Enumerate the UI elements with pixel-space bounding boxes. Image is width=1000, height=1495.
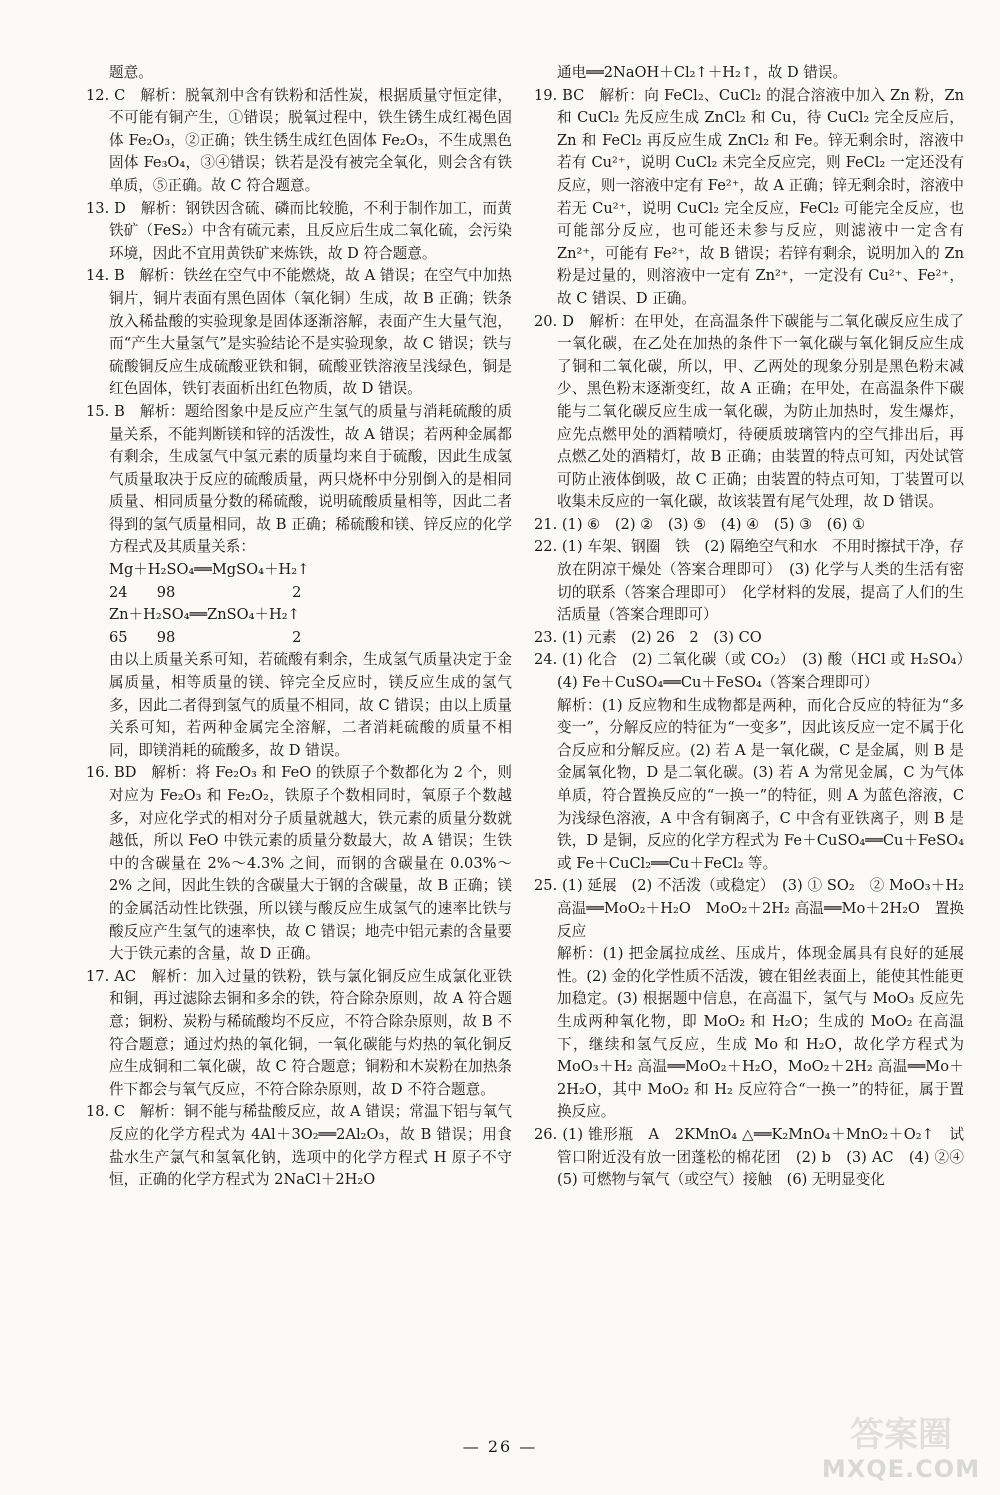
answer-paragraph: Mg＋H₂SO₄══MgSO₄＋H₂↑ 24 98 2 Zn＋H₂SO₄══ZnSO₄＋H₂↑ 65 98 2	[109, 561, 310, 646]
answer-paragraph: 21. (1) ⑥ (2) ② (3) ⑤ (4) ④ (5) ③ (6) ①	[534, 515, 866, 533]
answer-paragraph: 23. (1) 元素 (2) 26 2 (3) CO	[534, 628, 762, 646]
answer-paragraph: 20. D 解析：在甲处，在高温条件下碳能与二氧化碳反应生成了一氧化碳，在乙处在加热的条件下一氧化碳与氧化铜反应生成了铜和二氧化碳，所以，甲、乙两处的现象分别是黑色粉末减少、黑色粉末逐渐变红，故 A 正确；在甲处，在高温条件下碳能与二氧化碳反应生成一氧化碳，为防止加热时，发生爆炸，应先点燃甲处的酒精喷灯，待硬质玻璃管内的空气排出后，再点燃乙处的酒精灯，故 B 正确；由装置的特点可知，丙处试管可防止液体倒吸，故 C 正确；由装置的特点可知，丁装置可以收集未反应的一氧化碳，故该装置有尾气处理，故 D 错误。	[534, 312, 964, 511]
answer-paragraph: 25. (1) 延展 (2) 不活泼（或稳定） (3) ① SO₂ ② MoO₃＋H₂ 高温══MoO₂＋H₂O MoO₂＋2H₂ 高温══Mo＋2H₂O 置换反应	[534, 877, 969, 940]
watermark-title: 答案圈	[850, 1415, 952, 1455]
answer-paragraph: 16. BD 解析：将 Fe₂O₃ 和 FeO 的铁原子个数都化为 2 个，则对应为 Fe₂O₃ 和 Fe₂O₂，铁原子个数相同时，氧原子个数越多，对应化学式的相对分子质量就越大，铁元素的质量分数就越低，所以 FeO 中铁元素的质量分数最大，故 A 错误；生铁中的含碳量在 2%～4.3% 之间，而钢的含碳量在 0.03%～2% 之间，因此生铁的含碳量大于钢的含碳量，故 B 正确；镁的金属活动性比铁强，所以镁与酸反应生成氢气的速率比铁与酸反应产生氢气的速率快，故 C 错误；地壳中铝元素的含量要大于铁元素的含量，故 D 正确。	[86, 764, 512, 963]
answer-paragraph: 12. C 解析：脱氧剂中含有铁粉和活性炭，根据质量守恒定律，不可能有铜产生，①错误；脱氧过程中，铁生锈生成红褐色固体 Fe₂O₃，②正确；铁生锈生成红色固体 Fe₂O₃，不生成黑色固体 Fe₃O₄，③④错误；铁若是没有被完全氧化，则会含有铁单质，⑤正确。故 C 符合题意。	[86, 86, 512, 194]
answer-paragraph: 22. (1) 车架、钢圈 铁 (2) 隔绝空气和水 不用时擦拭干净，存放在阴凉干燥处（答案合理即可） (3) 化学与人类的生活有密切的联系（答案合理即可） 化学材料的发展，提高了人们的生活质量（答案合理即可）	[534, 538, 964, 624]
answer-paragraph: 通电══2NaOH＋Cl₂↑＋H₂↑，故 D 错误。	[557, 64, 848, 81]
answer-paragraph: 题意。	[109, 64, 153, 81]
answer-paragraph: 26. (1) 锥形瓶 A 2KMnO₄ △══K₂MnO₄＋MnO₂＋O₂↑ 试管口附近没有放一团蓬松的棉花团 (2) b (3) AC (4) ②④ (5) 可燃物与氧气（或空气）接触 (6) 无明显变化	[534, 1125, 979, 1189]
answer-paragraph: 解析：(1) 反应物和生成物都是两种，而化合反应的特征为“多变一”，分解反应的特征为“一变多”，因此该反应一定不属于化合反应和分解反应。(2) 若 A 是一氧化碳，C 是金属，则 B 是金属氧化物，D 是二氧化碳。(3) 若 A 为常见金属，C 为气体单质，符合置换反应的“一换一”的特征，则 A 为蓝色溶液，C 为浅绿色溶液，A 中含有铜离子，C 中含有亚铁离子，则 B 是铁，D 是铜，反应的化学方程式为 Fe＋CuSO₄══Cu＋FeSO₄ 或 Fe＋CuCl₂══Cu＋FeCl₂ 等。	[557, 696, 969, 872]
answer-paragraph: 18. C 解析：铜不能与稀盐酸反应，故 A 错误；常温下铝与氧气反应的化学方程式为 4Al＋3O₂══2Al₂O₃，故 B 错误；用食盐水生产氯气和氢氧化钠，选项中的化学方程式 H 原子不守恒，正确的化学方程式为 2NaCl＋2H₂O	[86, 1103, 512, 1189]
page-number: — 26 —	[462, 1437, 538, 1456]
answer-paragraph: 15. B 解析：题给图象中是反应产生氢气的质量与消耗硫酸的质量关系，不能判断镁和锌的活泼性，故 A 错误；若两种金属都有剩余，生成氢气中氢元素的质量均来自于硫酸，因此生成氢气质量取决于反应的硫酸质量，两只烧杯中分别倒入的是相同质量、相同质量分数的稀硫酸，说明硫酸质量相等，因此二者得到的氢气质量相同，故 B 正确；稀硫酸和镁、锌反应的化学方程式及其质量关系：	[86, 402, 512, 556]
watermark-logo	[816, 1407, 986, 1485]
answer-paragraph: 13. D 解析：钢铁因含硫、磷而比较脆，不利于制作加工，而黄铁矿（FeS₂）中含有硫元素，且反应后生成二氧化硫，会污染环境，因此不宜用黄铁矿来炼铁，故 D 符合题意。	[86, 199, 512, 262]
answer-paragraph: 解析：(1) 把金属拉成丝、压成片，体现金属具有良好的延展性。(2) 金的化学性质不活泼，镀在钼丝表面上，能使其性能更加稳定。(3) 根据题中信息，在高温下，氢气与 MoO₃ 反应先生成两种氧化物，即 MoO₂ 和 H₂O；生成的 MoO₂ 在高温下，继续和氢气反应，生成 Mo 和 H₂O，故化学方程式为 MoO₃＋H₂ 高温══MoO₂＋H₂O，MoO₂＋2H₂ 高温══Mo＋2H₂O，其中 MoO₂ 和 H₂ 反应符合“一换一”的特征，属于置换反应。	[557, 945, 969, 1121]
watermark-url: MXQE.COM	[821, 1455, 981, 1483]
answer-paragraph: 19. BC 解析：向 FeCl₂、CuCl₂ 的混合溶液中加入 Zn 粉，Zn 和 CuCl₂ 先反应生成 ZnCl₂ 和 Cu，待 CuCl₂ 完全反应后，Zn 和 FeCl₂ 再反应生成 ZnCl₂ 和 Fe。锌无剩余时，溶液中若有 Cu²⁺，说明 CuCl₂ 未完全反应完，则 FeCl₂ 一定还没有反应，则一溶液中定有 Fe²⁺，故 A 正确；锌无剩余时，溶液中若无 Cu²⁺，说明 CuCl₂ 完全反应，FeCl₂ 可能完全反应，也可能部分反应，也可能还未参与反应，则滤液中一定含有 Zn²⁺，可能有 Fe²⁺，故 B 错误；若锌有剩余，说明加入的 Zn 粉是过量的，则溶液中一定有 Zn²⁺，一定没有 Cu²⁺、Fe²⁺，故 C 错误、D 正确。	[534, 86, 969, 307]
answer-paragraph: 24. (1) 化合 (2) 二氧化碳（或 CO₂） (3) 酸（HCl 或 H₂SO₄） (4) Fe＋CuSO₄══Cu＋FeSO₄（答案合理即可）	[534, 651, 979, 692]
right-column	[534, 62, 979, 1192]
answer-paragraph: 由以上质量关系可知，若硫酸有剩余，生成氢气质量决定于金属质量，相等质量的镁、锌完全反应时，镁反应生成的氢气多，因此二者得到氢气的质量不相同，故 C 错误；由以上质量关系可知，若两种金属完全溶解，二者消耗硫酸的质量不相同，即镁消耗的硫酸多，故 D 错误。	[109, 651, 512, 759]
left-column	[86, 62, 512, 1192]
answer-paragraph: 17. AC 解析：加入过量的铁粉，铁与氯化铜反应生成氯化亚铁和铜，再过滤除去铜和多余的铁，符合除杂原则，故 A 符合题意；铜粉、炭粉与稀硫酸均不反应，不符合除杂原则，故 B 不符合题意；通过灼热的氧化铜，一氧化碳能与灼热的氧化铜反应生成铜和二氧化碳，故 C 符合题意；铜粉和木炭粉在加热条件下都会与氧气反应，不符合除杂原则，故 D 不符合题意。	[86, 967, 512, 1098]
answer-paragraph: 14. B 解析：铁丝在空气中不能燃烧，故 A 错误；在空气中加热铜片，铜片表面有黑色固体（氧化铜）生成，故 B 正确；铁条放入稀盐酸的实验现象是固体逐渐溶解，表面产生大量气泡，而“产生大量氢气”是实验结论不是实验现象，故 C 错误；铁与硫酸铜反应生成硫酸亚铁和铜，硫酸亚铁溶液呈浅绿色，铜是红色固体，铁钉表面析出红色物质，故 D 错误。	[86, 267, 512, 398]
